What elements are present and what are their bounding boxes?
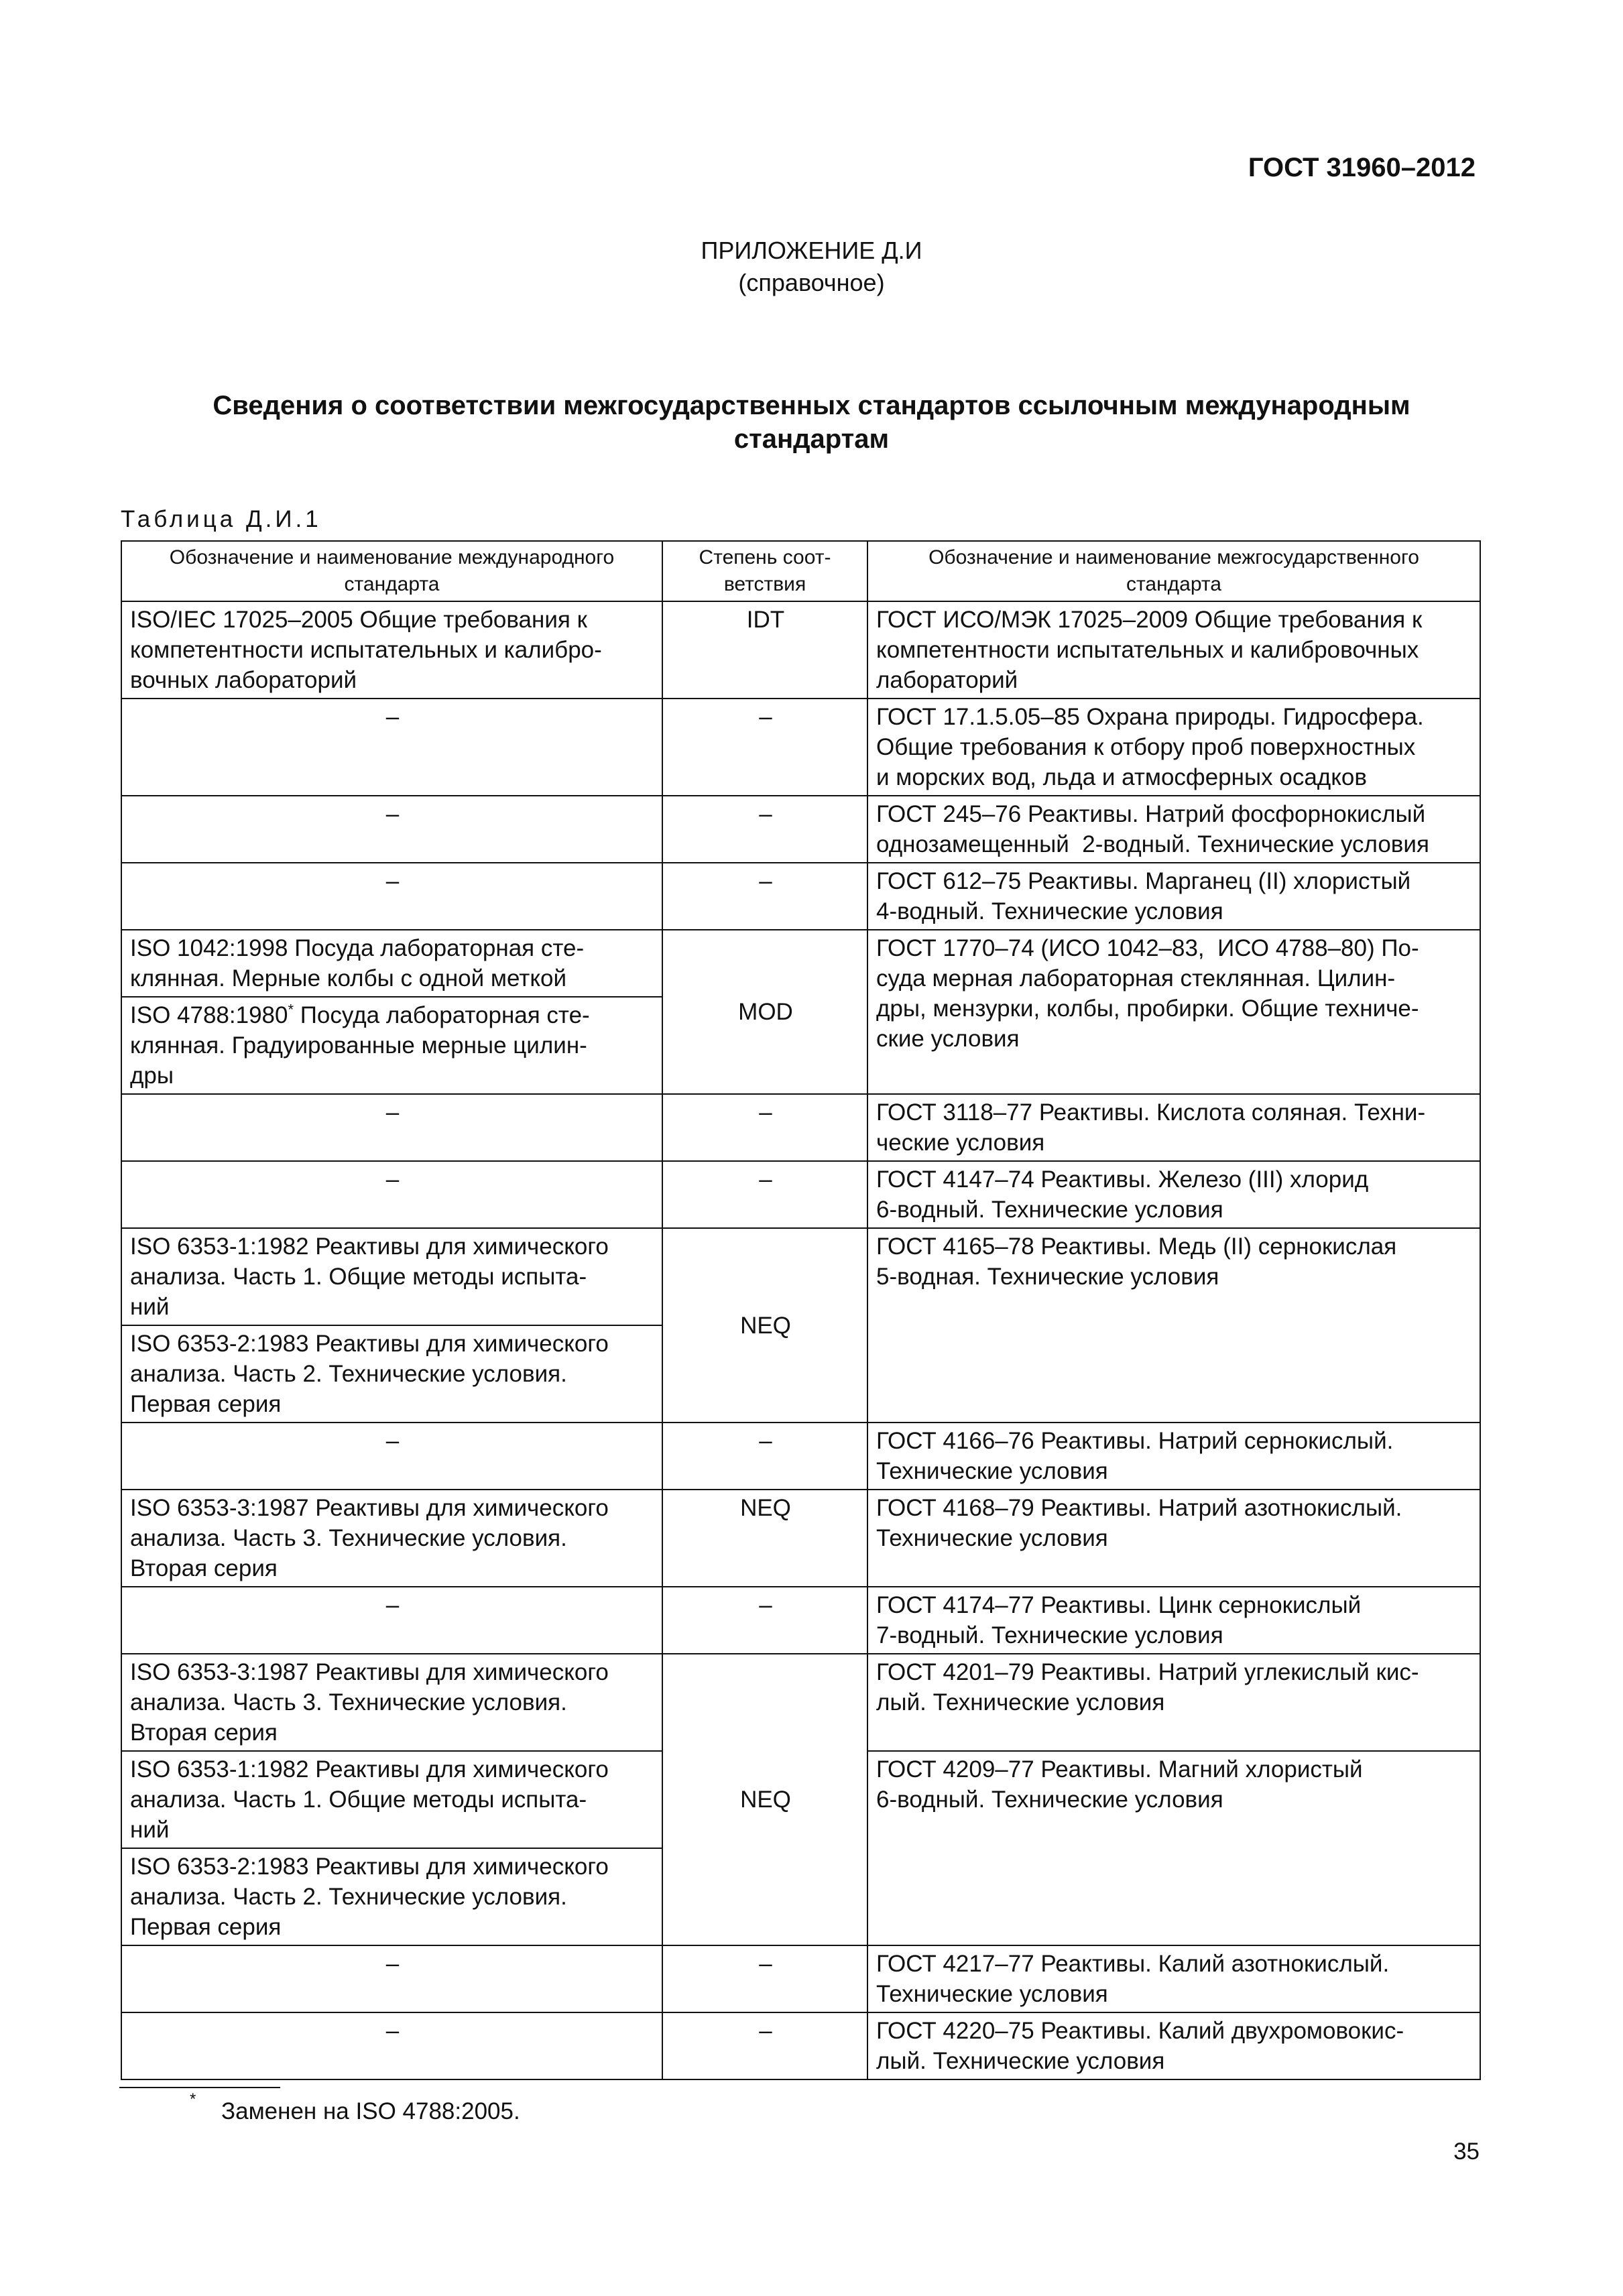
intl-standard-cell: ISO 6353-1:1982 Реактивы для химического анализа. Часть 1. Общие методы испыта- ний [121, 1228, 662, 1325]
gost-standard-cell: ГОСТ 4220–75 Реактивы. Калий двухромовокис- лый. Технические условия [867, 2012, 1480, 2079]
table-header-row [121, 541, 1480, 601]
table-row [121, 1228, 1480, 1325]
table-row [121, 1161, 1480, 1228]
footnote-text: Заменен на ISO 4788:2005. [221, 2098, 520, 2124]
table-row [121, 699, 1480, 796]
degree-cell: – [662, 1423, 867, 1490]
degree-cell: – [662, 1161, 867, 1228]
table-row [121, 1094, 1480, 1161]
section-title-line: Сведения о соответствии межгосударственных стандартов ссылочным международным [213, 391, 1410, 420]
intl-standard-cell: – [121, 1423, 662, 1490]
gost-standard-cell: ГОСТ ИСО/МЭК 17025–2009 Общие требования к компетентности испытательных и калибровочных лабораторий [867, 601, 1480, 699]
gost-standard-cell: ГОСТ 4165–78 Реактивы. Медь (II) сернокислая 5-водная. Технические условия [867, 1228, 1480, 1423]
intl-standard-cell: ISO 1042:1998 Посуда лабораторная сте- клянная. Мерные колбы с одной меткой [121, 930, 662, 997]
table-row [121, 863, 1480, 930]
footnote-divider [119, 2087, 280, 2088]
intl-standard-cell: – [121, 863, 662, 930]
intl-standard-cell: ISO 6353-3:1987 Реактивы для химического анализа. Часть 3. Технические условия. Вторая серия [121, 1490, 662, 1587]
intl-standard-cell: – [121, 1945, 662, 2012]
intl-standard-cell: – [121, 699, 662, 796]
intl-standard-cell: ISO 6353-1:1982 Реактивы для химического анализа. Часть 1. Общие методы испыта- ний [121, 1751, 662, 1848]
intl-standard-cell: – [121, 1094, 662, 1161]
table-row [121, 1587, 1480, 1654]
gost-standard-cell: ГОСТ 17.1.5.05–85 Охрана природы. Гидросфера. Общие требования к отбору проб поверхностных и морских вод, льда и атмосферных осадков [867, 699, 1480, 796]
section-title-line: стандартам [733, 424, 890, 454]
intl-standard-cell: – [121, 2012, 662, 2079]
table-row [121, 930, 1480, 997]
table-row [121, 2012, 1480, 2079]
standards-table [121, 540, 1481, 2080]
intl-standard-cell: ISO 6353-2:1983 Реактивы для химического анализа. Часть 2. Технические условия. Первая серия [121, 1325, 662, 1423]
intl-standard-cell: ISO 6353-3:1987 Реактивы для химического анализа. Часть 3. Технические условия. Вторая серия [121, 1654, 662, 1751]
degree-cell: – [662, 796, 867, 863]
degree-cell: MOD [662, 930, 867, 1094]
gost-standard-cell: ГОСТ 3118–77 Реактивы. Кислота соляная. Техни- ческие условия [867, 1094, 1480, 1161]
section-title [134, 389, 1489, 456]
table-row [121, 601, 1480, 699]
gost-standard-cell: ГОСТ 4217–77 Реактивы. Калий азотнокислый. Технические условия [867, 1945, 1480, 2012]
gost-standard-cell: ГОСТ 1770–74 (ИСО 1042–83, ИСО 4788–80) По- суда мерная лабораторная стеклянная. Цилин- дры, мензурки, колбы, пробирки. Общие техниче- ские условия [867, 930, 1480, 1094]
degree-cell: – [662, 1945, 867, 2012]
degree-cell: NEQ [662, 1490, 867, 1587]
gost-standard-cell: ГОСТ 4209–77 Реактивы. Магний хлористый 6-водный. Технические условия [867, 1751, 1480, 1945]
appendix-subtitle: (справочное) [738, 269, 885, 296]
table-row [121, 1654, 1480, 1751]
degree-cell: NEQ [662, 1654, 867, 1945]
degree-cell: – [662, 699, 867, 796]
appendix-heading [0, 235, 1623, 299]
intl-standard-cell: ISO 6353-2:1983 Реактивы для химического анализа. Часть 2. Технические условия. Первая серия [121, 1848, 662, 1945]
gost-standard-cell: ГОСТ 612–75 Реактивы. Марганец (II) хлористый 4-водный. Технические условия [867, 863, 1480, 930]
gost-standard-cell: ГОСТ 4166–76 Реактивы. Натрий сернокислый. Технические условия [867, 1423, 1480, 1490]
footnote-mark: * [288, 1001, 294, 1018]
intl-standard-cell: ISO 4788:1980* Посуда лабораторная сте- клянная. Градуированные мерные цилин- дры [121, 997, 662, 1094]
column-header-interstate: Обозначение и наименование межгосударственного стандарта [867, 541, 1480, 601]
table-row [121, 1945, 1480, 2012]
degree-cell: – [662, 863, 867, 930]
intl-standard-cell: – [121, 796, 662, 863]
degree-cell: IDT [662, 601, 867, 699]
appendix-title: ПРИЛОЖЕНИЕ Д.И [701, 237, 922, 264]
column-header-degree: Степень соот- ветствия [662, 541, 867, 601]
column-header-international: Обозначение и наименование международного стандарта [121, 541, 662, 601]
gost-standard-cell: ГОСТ 4174–77 Реактивы. Цинк сернокислый 7-водный. Технические условия [867, 1587, 1480, 1654]
degree-cell: NEQ [662, 1228, 867, 1423]
footnote-mark: * [190, 2090, 196, 2108]
table-row [121, 1423, 1480, 1490]
page-number: 35 [1453, 2138, 1480, 2165]
degree-cell: – [662, 2012, 867, 2079]
gost-standard-cell: ГОСТ 4201–79 Реактивы. Натрий углекислый кис- лый. Технические условия [867, 1654, 1480, 1751]
gost-standard-cell: ГОСТ 4147–74 Реактивы. Железо (III) хлорид 6-водный. Технические условия [867, 1161, 1480, 1228]
table-row [121, 796, 1480, 863]
degree-cell: – [662, 1094, 867, 1161]
intl-standard-cell: – [121, 1587, 662, 1654]
intl-standard-cell: – [121, 1161, 662, 1228]
gost-standard-cell: ГОСТ 245–76 Реактивы. Натрий фосфорнокислый однозамещенный 2-водный. Технические условия [867, 796, 1480, 863]
intl-standard-cell: ISO/IEC 17025–2005 Общие требования к компетентности испытательных и калибро- вочных лабораторий [121, 601, 662, 699]
table-caption: Таблица Д.И.1 [121, 506, 322, 532]
gost-standard-cell: ГОСТ 4168–79 Реактивы. Натрий азотнокислый. Технические условия [867, 1490, 1480, 1587]
document-code: ГОСТ 31960–2012 [1248, 153, 1476, 182]
degree-cell: – [662, 1587, 867, 1654]
table-row [121, 1490, 1480, 1587]
